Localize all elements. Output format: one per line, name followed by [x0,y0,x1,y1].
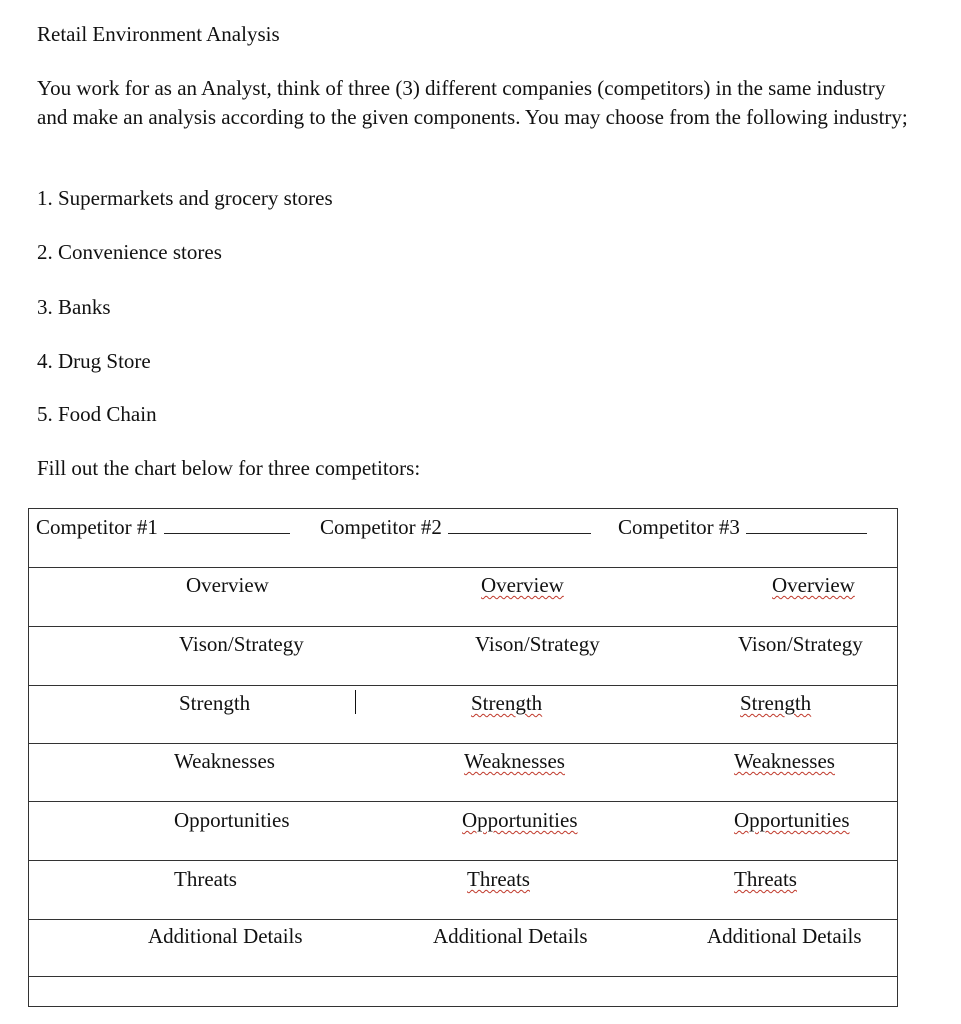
competitor-2-blank[interactable] [448,517,591,534]
row-divider [29,743,897,744]
competitor-2-label: Competitor #2 [320,515,442,539]
intro-paragraph: You work for as an Analyst, think of three (3) different companies (competitors) in the same industry and make an analysis according to the given components. You may choose from the following industry; [37,76,908,129]
industry-item-4: 4. Drug Store [37,349,151,373]
competitor-3-blank[interactable] [746,517,867,534]
cell-threats-1[interactable]: Threats [174,867,237,891]
cell-opportunities-3[interactable]: Opportunities [734,808,850,832]
cell-vision-3[interactable]: Vison/Strategy [738,632,863,656]
row-divider [29,801,897,802]
cell-overview-2[interactable]: Overview [481,573,564,597]
row-divider [29,860,897,861]
cell-additional-2[interactable]: Additional Details [433,924,588,948]
cell-strength-1[interactable]: Strength [179,691,251,715]
competitor-3-label: Competitor #3 [618,515,740,539]
competitor-1-header [36,515,290,540]
cell-overview-1[interactable]: Overview [186,573,269,597]
industry-item-5: 5. Food Chain [37,402,157,426]
competitor-1-blank[interactable] [164,517,290,534]
competitor-3-header [618,515,867,540]
competitor-chart [28,508,898,1007]
fill-instruction: Fill out the chart below for three competitors: [37,456,421,480]
text-cursor [355,690,356,714]
cell-additional-3[interactable]: Additional Details [707,924,862,948]
cell-opportunities-2[interactable]: Opportunities [462,808,578,832]
row-divider [29,919,897,920]
cell-additional-1[interactable]: Additional Details [148,924,303,948]
competitor-1-label: Competitor #1 [36,515,158,539]
row-divider [29,567,897,568]
competitor-2-header [320,515,591,540]
cell-overview-3[interactable]: Overview [772,573,855,597]
cell-weaknesses-1[interactable]: Weaknesses [174,749,275,773]
cell-threats-2[interactable]: Threats [467,867,530,891]
cell-vision-2[interactable]: Vison/Strategy [475,632,600,656]
cell-strength-2[interactable]: Strength [471,691,543,715]
cell-threats-3[interactable]: Threats [734,867,797,891]
cell-weaknesses-2[interactable]: Weaknesses [464,749,565,773]
row-divider [29,976,897,977]
page-title: Retail Environment Analysis [37,22,280,46]
cell-opportunities-1[interactable]: Opportunities [174,808,290,832]
industry-item-3: 3. Banks [37,295,111,319]
cell-vision-1[interactable]: Vison/Strategy [179,632,304,656]
cell-weaknesses-3[interactable]: Weaknesses [734,749,835,773]
row-divider [29,685,897,686]
row-divider [29,626,897,627]
cell-strength-3[interactable]: Strength [740,691,812,715]
industry-item-1: 1. Supermarkets and grocery stores [37,186,333,210]
industry-item-2: 2. Convenience stores [37,240,222,264]
